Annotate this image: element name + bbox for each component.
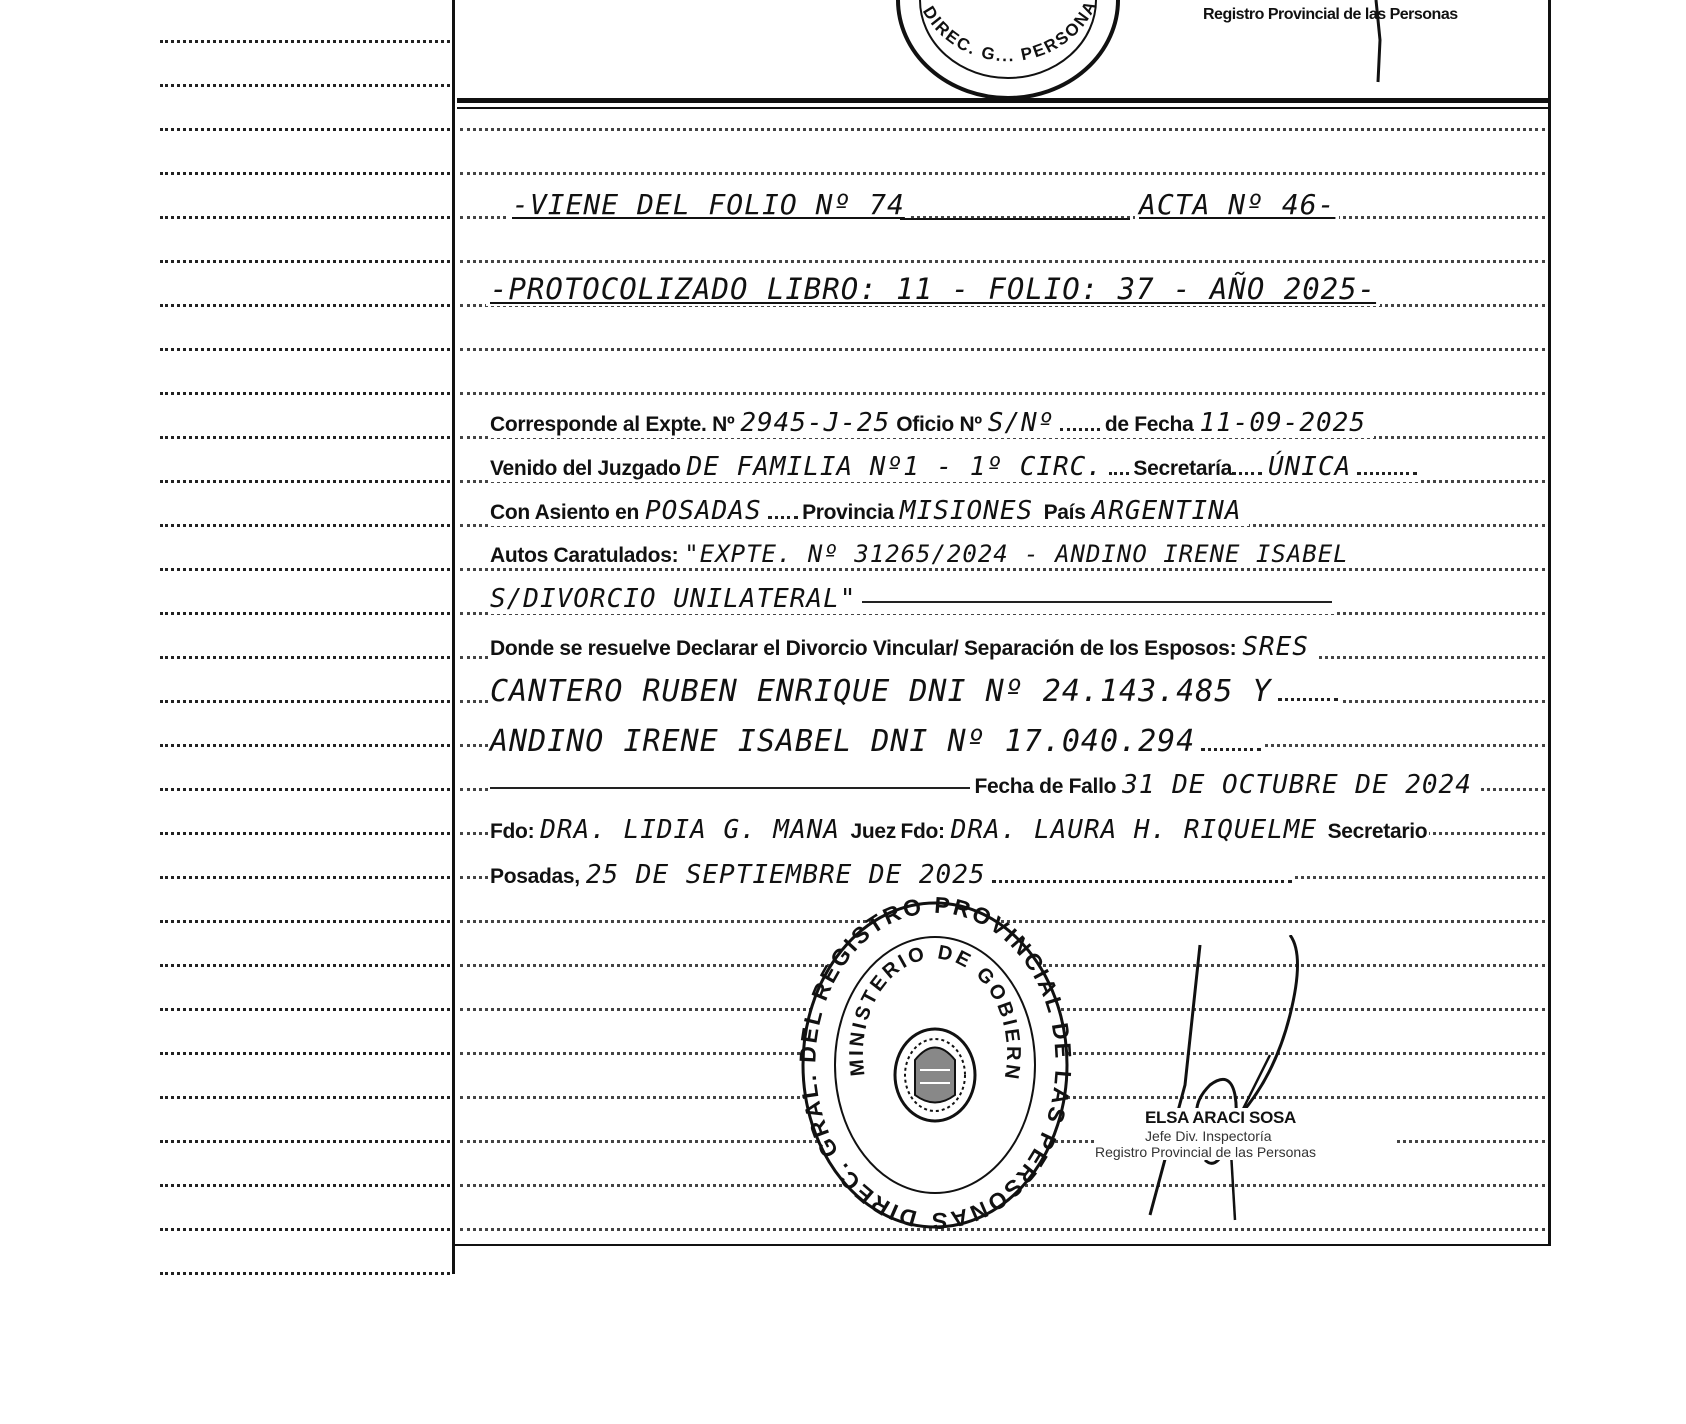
form-row-fallo [488,770,1480,800]
dotted-rule [460,128,1545,131]
form-row-juzgado [488,452,1419,482]
seal-inner-text: MINISTERIO DE GOBIERN [845,941,1025,1084]
label-fallo: Fecha de Fallo [974,775,1117,798]
dotted-rule [160,348,450,351]
dotted-rule [160,304,450,307]
form-row-esposo [488,674,1340,709]
official-seal-stamp [795,895,1075,1235]
handwritten-signature [1090,935,1310,1235]
resuelve-value: SRES [1242,632,1309,662]
fecha-value: 11-09-2025 [1199,408,1366,438]
label-secretaria: Secretaría [1133,457,1232,480]
provincia-value: MISIONES [899,496,1034,526]
frame-right-border [1548,0,1551,1246]
label-resuelve: Donde se resuelve Declarar el Divorcio Vincular/ Separación de los Esposos: [490,637,1237,660]
label-expte: Corresponde al Expte. Nº [490,413,735,436]
dotted-rule [160,964,450,967]
label-pais: País [1043,501,1086,524]
acta-note: ACTA Nº 46- [1135,188,1339,221]
dotted-rule [460,172,1545,175]
protocolizado-note: -PROTOCOLIZADO LIBRO: 11 - FOLIO: 37 - AÑO 2025- [486,272,1380,306]
dotted-rule [160,1052,450,1055]
top-seal-text: DIREC. G... PERSONA [918,0,1101,66]
dotted-rule [160,524,450,527]
dotted-rule [160,1140,450,1143]
label-secretario: Secretario [1327,820,1428,843]
dotted-rule [460,568,1545,571]
dotted-rule [160,1096,450,1099]
signatory-title: Jefe Div. Inspectoría [1145,1128,1272,1144]
note-underline [900,218,1130,220]
dotted-rule [160,436,450,439]
form-row-autos [488,540,1357,568]
dotted-rule [160,832,450,835]
juez-value: DRA. LIDIA G. MANA [540,815,841,845]
dotted-rule [460,348,1545,351]
expte-value: 2945-J-25 [740,408,891,438]
asiento-value: POSADAS [645,496,762,526]
top-stamp-caption: Registro Provincial de las Personas [1200,6,1461,24]
signature-block [1095,1108,1395,1160]
dotted-rule [160,788,450,791]
dotted-rule [160,216,450,219]
esposa-value: ANDINO IRENE ISABEL DNI Nº 17.040.294 [490,724,1196,759]
dotted-rule [160,1272,450,1275]
label-asiento: Con Asiento en [490,501,640,524]
form-row-posadas [488,860,1294,890]
dotted-rule [160,920,450,923]
label-fdo-secretario: Fdo: [900,820,945,843]
label-juzgado: Venido del Juzgado [490,457,681,480]
label-juez: Juez [850,820,896,843]
dotted-rule [160,480,450,483]
dotted-rule [160,568,450,571]
form-row-expte [488,408,1374,438]
form-row-autos-cont [488,584,1334,614]
left-dotted-lines [160,0,450,1290]
dotted-rule [160,612,450,615]
viene-del-folio-note: -VIENE DEL FOLIO Nº 74 [508,188,909,221]
label-provincia: Provincia [802,501,894,524]
fallo-value: 31 DE OCTUBRE DE 2024 [1122,770,1472,800]
dotted-rule [160,656,450,659]
dotted-rule [460,392,1545,395]
form-row-asiento [488,496,1249,526]
frame-bottom-border [452,1244,1550,1246]
dotted-rule [160,1228,450,1231]
esposo-value: CANTERO RUBEN ENRIQUE DNI Nº 24.143.485 Y [490,674,1272,709]
signatory-org: Registro Provincial de las Personas [1095,1144,1316,1160]
section-divider-thin [457,107,1549,109]
juzgado-value: DE FAMILIA Nº1 - 1º CIRC. [686,452,1103,482]
dotted-rule [160,84,450,87]
oficio-value: S/Nº [987,408,1055,438]
signatory-name: ELSA ARACI SOSA [1145,1108,1297,1127]
coat-of-arms-icon [895,1029,975,1121]
form-row-resuelve [488,632,1317,662]
dotted-rule [160,876,450,879]
dotted-rule [160,40,450,43]
autos-value: "EXPTE. Nº 31265/2024 - ANDINO IRENE ISABEL [684,540,1349,568]
label-oficio: Oficio Nº [896,413,982,436]
pais-value: ARGENTINA [1091,496,1242,526]
posadas-value: 25 DE SEPTIEMBRE DE 2025 [585,860,986,890]
label-posadas: Posadas, [490,865,580,888]
label-fecha: de Fecha [1104,413,1194,436]
autos-cont-value: S/DIVORCIO UNILATERAL" [490,584,857,614]
label-autos: Autos Caratulados: [490,544,679,567]
dotted-rule [160,172,450,175]
dotted-rule [160,1184,450,1187]
label-fdo-juez: Fdo: [490,820,535,843]
dotted-rule [160,700,450,703]
seal-outer-text: DIREC. GRAL. DEL REGISTRO PROVINCIAL DE LAS PERSONAS [795,895,1075,1235]
top-seal-stamp [888,0,1128,100]
form-row-firmas [488,815,1429,845]
dotted-rule [160,744,450,747]
top-signature-stroke [1370,0,1400,90]
secretaria-value: ÚNICA [1268,452,1352,482]
dotted-rule [160,260,450,263]
frame-left-border [452,0,455,1274]
secretario-value: DRA. LAURA H. RIQUELME [950,815,1318,845]
form-row-esposa [488,724,1263,759]
dotted-rule [160,1008,450,1011]
dotted-rule [160,392,450,395]
dotted-rule [160,128,450,131]
dotted-rule [460,260,1545,263]
